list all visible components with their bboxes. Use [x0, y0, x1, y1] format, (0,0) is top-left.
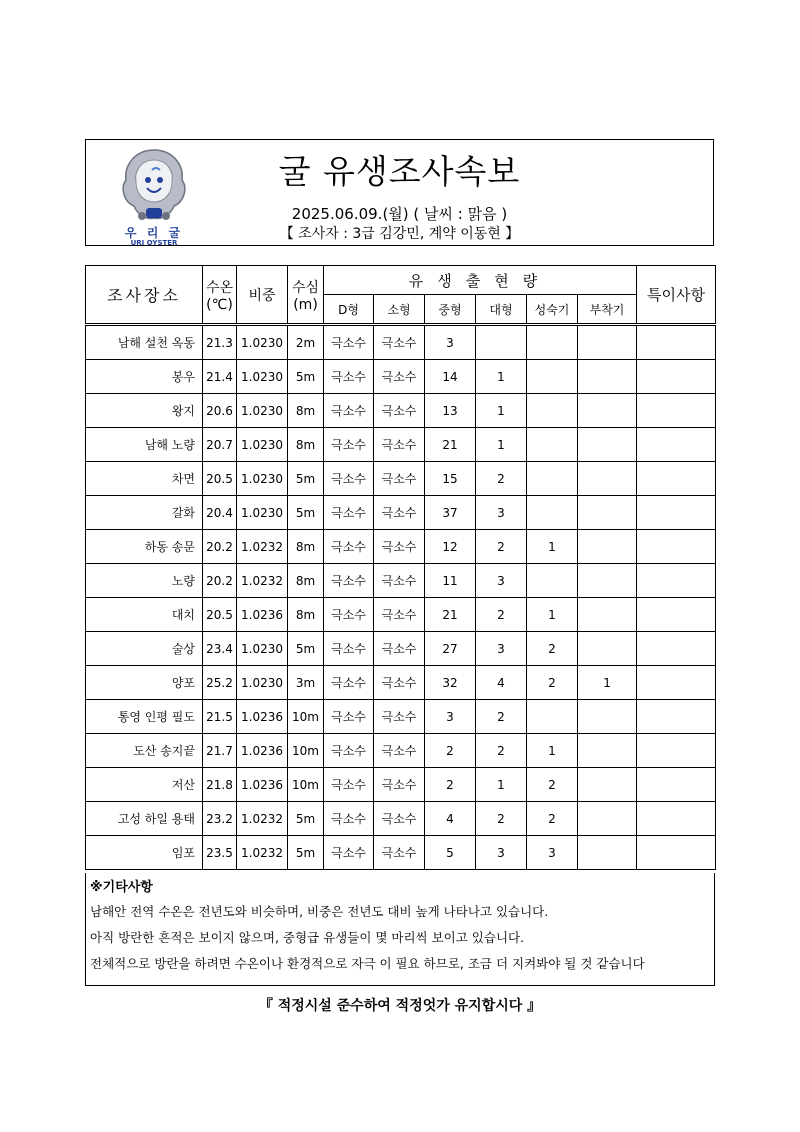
- water-temp-cell: 23.4: [203, 632, 237, 666]
- medium-type-cell: 12: [425, 530, 476, 564]
- water-temp-cell: 20.2: [203, 564, 237, 598]
- medium-type-cell: 3: [425, 700, 476, 734]
- small-type-cell: 극소수: [374, 598, 425, 632]
- special-notes-cell: [637, 360, 716, 394]
- medium-type-cell: 3: [425, 325, 476, 360]
- attached-stage-cell: 1: [578, 666, 637, 700]
- table-row: [86, 598, 716, 632]
- small-type-cell: 극소수: [374, 666, 425, 700]
- notes-section: [85, 873, 715, 986]
- location-cell: 술상: [86, 632, 203, 666]
- large-type-cell: 2: [476, 734, 527, 768]
- water-temp-cell: 20.2: [203, 530, 237, 564]
- large-type-cell: 1: [476, 428, 527, 462]
- depth-cell: 5m: [288, 802, 324, 836]
- location-cell: 남해 설천 옥동: [86, 325, 203, 360]
- medium-type-cell: 37: [425, 496, 476, 530]
- location-cell: 남해 노량: [86, 428, 203, 462]
- water-temp-cell: 20.7: [203, 428, 237, 462]
- water-temp-cell: 20.5: [203, 598, 237, 632]
- large-type-cell: 2: [476, 462, 527, 496]
- special-notes-cell: [637, 462, 716, 496]
- mature-stage-cell: [527, 394, 578, 428]
- sub-header-mature: 성숙기: [527, 295, 578, 325]
- mature-stage-cell: [527, 325, 578, 360]
- mature-stage-cell: 3: [527, 836, 578, 870]
- water-temp-cell: 21.8: [203, 768, 237, 802]
- d-type-cell: 극소수: [324, 564, 374, 598]
- table-header-row: [86, 266, 716, 295]
- mature-stage-cell: 2: [527, 768, 578, 802]
- location-cell: 저산: [86, 768, 203, 802]
- small-type-cell: 극소수: [374, 632, 425, 666]
- mature-stage-cell: [527, 496, 578, 530]
- table-row: [86, 564, 716, 598]
- table-row: [86, 394, 716, 428]
- specific-gravity-cell: 1.0230: [237, 360, 288, 394]
- small-type-cell: 극소수: [374, 734, 425, 768]
- special-notes-cell: [637, 700, 716, 734]
- sub-header-attached: 부착기: [578, 295, 637, 325]
- header-box: [85, 139, 714, 246]
- d-type-cell: 극소수: [324, 394, 374, 428]
- mature-stage-cell: [527, 428, 578, 462]
- water-temp-label: 수온: [205, 279, 234, 296]
- location-cell: 하동 송문: [86, 530, 203, 564]
- table-row: [86, 666, 716, 700]
- large-type-cell: [476, 325, 527, 360]
- notes-line: 전체적으로 방란을 하려면 수온이나 환경적으로 자극 이 필요 하므로, 조금 더 지켜봐야 될 것 같습니다: [90, 956, 645, 971]
- small-type-cell: 극소수: [374, 394, 425, 428]
- depth-cell: 10m: [288, 700, 324, 734]
- attached-stage-cell: [578, 632, 637, 666]
- special-notes-cell: [637, 836, 716, 870]
- depth-unit: (m): [293, 296, 318, 313]
- medium-type-cell: 21: [425, 598, 476, 632]
- large-type-cell: 1: [476, 394, 527, 428]
- mature-stage-cell: [527, 462, 578, 496]
- depth-cell: 5m: [288, 360, 324, 394]
- small-type-cell: 극소수: [374, 462, 425, 496]
- small-type-cell: 극소수: [374, 496, 425, 530]
- water-temp-cell: 20.5: [203, 462, 237, 496]
- special-notes-cell: [637, 428, 716, 462]
- medium-type-cell: 15: [425, 462, 476, 496]
- large-type-cell: 2: [476, 530, 527, 564]
- medium-type-cell: 13: [425, 394, 476, 428]
- water-temp-header: [203, 266, 237, 325]
- table-row: [86, 836, 716, 870]
- notes-line: 아직 방란한 흔적은 보이지 않으며, 중형급 유생들이 몇 마리씩 보이고 있습니다.: [90, 930, 525, 945]
- attached-stage-cell: [578, 428, 637, 462]
- specific-gravity-cell: 1.0236: [237, 768, 288, 802]
- table-row: [86, 496, 716, 530]
- specific-gravity-cell: 1.0232: [237, 530, 288, 564]
- location-cell: 임포: [86, 836, 203, 870]
- attached-stage-cell: [578, 496, 637, 530]
- d-type-cell: 극소수: [324, 836, 374, 870]
- medium-type-cell: 5: [425, 836, 476, 870]
- water-temp-cell: 20.4: [203, 496, 237, 530]
- large-type-cell: 3: [476, 836, 527, 870]
- special-notes-cell: [637, 666, 716, 700]
- d-type-cell: 극소수: [324, 530, 374, 564]
- specific-gravity-cell: 1.0230: [237, 462, 288, 496]
- attached-stage-cell: [578, 734, 637, 768]
- table-row: [86, 632, 716, 666]
- d-type-cell: 극소수: [324, 700, 374, 734]
- water-temp-cell: 21.5: [203, 700, 237, 734]
- mature-stage-cell: 1: [527, 598, 578, 632]
- table-row: [86, 428, 716, 462]
- small-type-cell: 극소수: [374, 700, 425, 734]
- location-cell: 갈화: [86, 496, 203, 530]
- depth-cell: 8m: [288, 530, 324, 564]
- location-cell: 고성 하일 용태: [86, 802, 203, 836]
- depth-cell: 5m: [288, 836, 324, 870]
- water-temp-cell: 23.2: [203, 802, 237, 836]
- location-cell: 노량: [86, 564, 203, 598]
- small-type-cell: 극소수: [374, 836, 425, 870]
- special-notes-cell: [637, 802, 716, 836]
- specific-gravity-cell: 1.0236: [237, 734, 288, 768]
- table-row: [86, 325, 716, 360]
- depth-cell: 8m: [288, 598, 324, 632]
- medium-type-cell: 11: [425, 564, 476, 598]
- medium-type-cell: 2: [425, 768, 476, 802]
- sub-header-d: D형: [324, 295, 374, 325]
- sub-header-small: 소형: [374, 295, 425, 325]
- large-type-cell: 2: [476, 700, 527, 734]
- location-cell: 봉우: [86, 360, 203, 394]
- table-row: [86, 360, 716, 394]
- special-notes-cell: [637, 632, 716, 666]
- large-type-cell: 1: [476, 360, 527, 394]
- d-type-cell: 극소수: [324, 325, 374, 360]
- depth-cell: 8m: [288, 394, 324, 428]
- water-temp-cell: 20.6: [203, 394, 237, 428]
- sub-header-medium: 중형: [425, 295, 476, 325]
- attached-stage-cell: [578, 768, 637, 802]
- mature-stage-cell: [527, 360, 578, 394]
- d-type-cell: 극소수: [324, 632, 374, 666]
- survey-table: [85, 265, 716, 870]
- attached-stage-cell: [578, 564, 637, 598]
- table-row: [86, 530, 716, 564]
- d-type-cell: 극소수: [324, 598, 374, 632]
- page-title: 굴 유생조사속보: [278, 152, 521, 191]
- mature-stage-cell: 1: [527, 530, 578, 564]
- specific-gravity-cell: 1.0230: [237, 428, 288, 462]
- medium-type-cell: 27: [425, 632, 476, 666]
- mature-stage-cell: 2: [527, 802, 578, 836]
- depth-cell: 5m: [288, 632, 324, 666]
- d-type-cell: 극소수: [324, 496, 374, 530]
- depth-cell: 8m: [288, 428, 324, 462]
- location-cell: 통영 인평 필도: [86, 700, 203, 734]
- d-type-cell: 극소수: [324, 666, 374, 700]
- attached-stage-cell: [578, 462, 637, 496]
- table-row: [86, 462, 716, 496]
- depth-header: [288, 266, 324, 325]
- special-notes-cell: [637, 496, 716, 530]
- depth-label: 수심: [291, 279, 320, 296]
- attached-stage-cell: [578, 530, 637, 564]
- depth-cell: 2m: [288, 325, 324, 360]
- surveyor-line: 【 조사자 : 3급 김강민, 계약 이동현 】: [279, 226, 520, 242]
- growth-status-header: 유생출현량: [324, 266, 637, 295]
- specific-gravity-cell: 1.0232: [237, 564, 288, 598]
- specific-gravity-cell: 1.0230: [237, 632, 288, 666]
- location-cell: 왕지: [86, 394, 203, 428]
- medium-type-cell: 2: [425, 734, 476, 768]
- mature-stage-cell: [527, 564, 578, 598]
- special-notes-header: 특이사항: [637, 266, 716, 325]
- d-type-cell: 극소수: [324, 360, 374, 394]
- mature-stage-cell: 2: [527, 632, 578, 666]
- location-cell: 대치: [86, 598, 203, 632]
- medium-type-cell: 4: [425, 802, 476, 836]
- specific-gravity-cell: 1.0230: [237, 496, 288, 530]
- d-type-cell: 극소수: [324, 768, 374, 802]
- mature-stage-cell: 1: [527, 734, 578, 768]
- specific-gravity-cell: 1.0232: [237, 802, 288, 836]
- attached-stage-cell: [578, 394, 637, 428]
- logo-text: 우 리 굴: [124, 226, 184, 240]
- location-cell: 차면: [86, 462, 203, 496]
- d-type-cell: 극소수: [324, 734, 374, 768]
- small-type-cell: 극소수: [374, 325, 425, 360]
- specific-gravity-cell: 1.0232: [237, 836, 288, 870]
- attached-stage-cell: [578, 836, 637, 870]
- attached-stage-cell: [578, 802, 637, 836]
- notes-line: 남해안 전역 수온은 전년도와 비슷하며, 비중은 전년도 대비 높게 나타나고 있습니다.: [90, 904, 549, 919]
- specific-gravity-cell: 1.0230: [237, 394, 288, 428]
- small-type-cell: 극소수: [374, 360, 425, 394]
- footer-slogan: 『 적정시설 준수하여 적정엇가 유지합시다 』: [258, 998, 542, 1014]
- mature-stage-cell: 2: [527, 666, 578, 700]
- attached-stage-cell: [578, 700, 637, 734]
- water-temp-cell: 21.3: [203, 325, 237, 360]
- table-row: [86, 768, 716, 802]
- water-temp-cell: 23.5: [203, 836, 237, 870]
- sub-header-large: 대형: [476, 295, 527, 325]
- notes-title: ※기타사항: [90, 880, 153, 895]
- location-cell: 양포: [86, 666, 203, 700]
- special-notes-cell: [637, 564, 716, 598]
- specific-gravity-cell: 1.0230: [237, 325, 288, 360]
- d-type-cell: 극소수: [324, 462, 374, 496]
- small-type-cell: 극소수: [374, 530, 425, 564]
- special-notes-cell: [637, 734, 716, 768]
- special-notes-cell: [637, 598, 716, 632]
- small-type-cell: 극소수: [374, 802, 425, 836]
- d-type-cell: 극소수: [324, 428, 374, 462]
- medium-type-cell: 14: [425, 360, 476, 394]
- water-temp-cell: 25.2: [203, 666, 237, 700]
- depth-cell: 5m: [288, 462, 324, 496]
- depth-cell: 8m: [288, 564, 324, 598]
- water-temp-cell: 21.7: [203, 734, 237, 768]
- small-type-cell: 극소수: [374, 564, 425, 598]
- specific-gravity-cell: 1.0230: [237, 666, 288, 700]
- table-row: [86, 734, 716, 768]
- water-temp-unit: (℃): [206, 296, 233, 313]
- specific-gravity-cell: 1.0236: [237, 598, 288, 632]
- attached-stage-cell: [578, 325, 637, 360]
- location-cell: 도산 송지끝: [86, 734, 203, 768]
- table-row: [86, 802, 716, 836]
- large-type-cell: 4: [476, 666, 527, 700]
- small-type-cell: 극소수: [374, 428, 425, 462]
- special-notes-cell: [637, 530, 716, 564]
- d-type-cell: 극소수: [324, 802, 374, 836]
- large-type-cell: 2: [476, 802, 527, 836]
- special-notes-cell: [637, 394, 716, 428]
- water-temp-cell: 21.4: [203, 360, 237, 394]
- large-type-cell: 3: [476, 632, 527, 666]
- depth-cell: 10m: [288, 768, 324, 802]
- attached-stage-cell: [578, 360, 637, 394]
- large-type-cell: 1: [476, 768, 527, 802]
- table-row: [86, 700, 716, 734]
- specific-gravity-cell: 1.0236: [237, 700, 288, 734]
- survey-table-body: [86, 325, 716, 870]
- medium-type-cell: 21: [425, 428, 476, 462]
- large-type-cell: 3: [476, 496, 527, 530]
- special-notes-cell: [637, 325, 716, 360]
- attached-stage-cell: [578, 598, 637, 632]
- medium-type-cell: 32: [425, 666, 476, 700]
- logo-subtext: URI OYSTER: [130, 239, 178, 247]
- small-type-cell: 극소수: [374, 768, 425, 802]
- special-notes-cell: [637, 768, 716, 802]
- depth-cell: 10m: [288, 734, 324, 768]
- large-type-cell: 2: [476, 598, 527, 632]
- location-header: 조사장소: [86, 266, 203, 325]
- date-weather-line: 2025.06.09.(월) ( 날씨 : 맑음 ): [291, 205, 508, 223]
- depth-cell: 5m: [288, 496, 324, 530]
- depth-cell: 3m: [288, 666, 324, 700]
- mature-stage-cell: [527, 700, 578, 734]
- specific-gravity-header: 비중: [237, 266, 288, 325]
- large-type-cell: 3: [476, 564, 527, 598]
